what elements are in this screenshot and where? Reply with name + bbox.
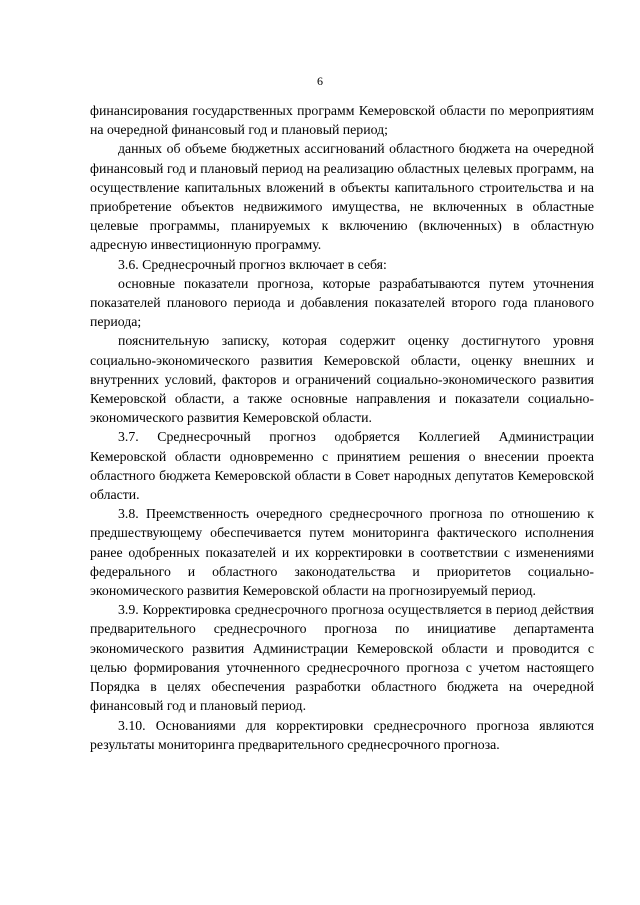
paragraph-explanatory-note: пояснительную записку, которая содержит оценку достигнутого уровня социально-экономического развития Кемеровской области, оценку внешних и внутренних условий, факторов и ограничений социально-экономического развития Кемеровской области, а также основные направления и показатели социально-экономического развития Кемеровской области. (90, 333, 594, 426)
paragraph-continuation: финансирования государственных программ Кемеровской области по мероприятиям на очередной финансовый год и плановый период; (90, 103, 594, 138)
document-body (90, 101, 594, 754)
paragraph-3-10: 3.10. Основаниями для корректировки среднесрочного прогноза являются результаты мониторинга предварительного среднесрочного прогноза. (90, 717, 594, 752)
paragraph-3-8: 3.8. Преемственность очередного среднесрочного прогноза по отношению к предшествующему обеспечивается путем мониторинга фактического исполнения ранее одобренных показателей и их корректировки в соответствии с изменениями федерального и областного законодательства и приоритетов социально-экономического развития Кемеровской области на прогнозируемый период. (90, 506, 594, 599)
page-number: 6 (317, 74, 323, 88)
paragraph-forecast-indicators: основные показатели прогноза, которые разрабатываются путем уточнения показателей планового периода и добавления показателей второго года планового периода; (90, 275, 594, 330)
paragraph-3-6: 3.6. Среднесрочный прогноз включает в себя: (118, 256, 387, 272)
paragraph-3-9: 3.9. Корректировка среднесрочного прогноза осуществляется в период действия предварительного среднесрочного прогноза по инициативе департамента экономического развития Администрации Кемеровской области и проводится с целью формирования уточненного среднесрочного прогноза с учетом настоящего Порядка в целях обеспечения разработки областного бюджета на очередной финансовый год и плановый период. (90, 602, 594, 714)
paragraph-budget-allocations: данных об объеме бюджетных ассигнований областного бюджета на очередной финансовый год и плановый период на реализацию областных целевых программ, на осуществление капитальных вложений в объекты капитального строительства и на приобретение объектов недвижимого имущества, не включенных в областные целевые программы, планируемых к включению (включенных) в областную адресную инвестиционную программу. (90, 141, 594, 253)
paragraph-3-7: 3.7. Среднесрочный прогноз одобряется Коллегией Администрации Кемеровской области одновременно с принятием решения о внесении проекта областного бюджета Кемеровской области в Совет народных депутатов Кемеровской области. (90, 429, 594, 503)
